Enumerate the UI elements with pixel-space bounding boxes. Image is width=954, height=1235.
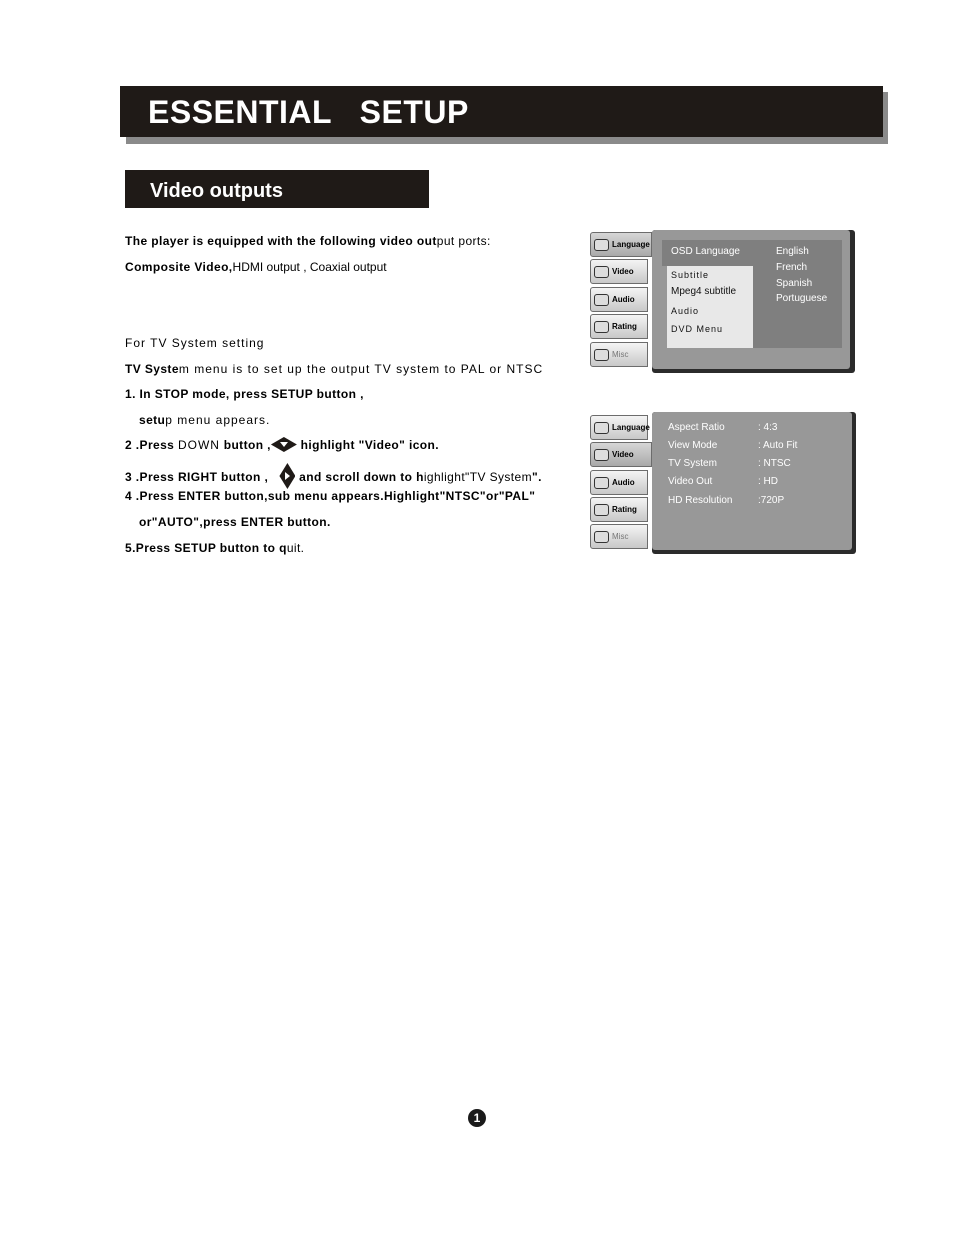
audio-icon <box>594 477 609 489</box>
tab-rating-label: Rating <box>612 505 637 514</box>
step-2-light: DOWN <box>177 438 220 452</box>
step-1-text: 1. In STOP mode, press SETUP button , <box>125 387 364 401</box>
tab-video[interactable] <box>590 259 648 284</box>
row-aspect-ratio-value: : 4:3 <box>758 422 778 433</box>
page-title: ESSENTIAL SETUP <box>148 94 469 130</box>
ports-line-normal: HDMI output , Coaxial output <box>232 260 387 274</box>
tv-system-desc <box>125 361 543 377</box>
step-1-cont <box>139 412 270 428</box>
down-arrow-icon <box>271 437 297 452</box>
row-view-mode-value: : Auto Fit <box>758 440 798 451</box>
video-icon <box>594 266 609 278</box>
row-video-out-value: : HD <box>758 476 778 487</box>
step-2 <box>125 437 439 453</box>
step-1-cont-normal: p menu appears. <box>165 413 271 427</box>
tv-system-desc-normal: m menu is to set up the output TV system to PAL or NTSC <box>178 362 544 376</box>
step-4 <box>125 488 535 504</box>
right-arrow-icon <box>279 463 295 489</box>
tab-audio[interactable] <box>590 470 648 495</box>
tab-misc[interactable] <box>590 524 648 549</box>
tab-rating-label: Rating <box>612 322 637 331</box>
tab-language-label: Language <box>612 240 650 249</box>
row-view-mode-label[interactable]: View Mode <box>668 440 718 451</box>
step-2-mid: button , <box>219 438 271 452</box>
step-3-pre: 3 .Press RIGHT button , <box>125 470 269 484</box>
section-title: Video outputs <box>150 180 283 202</box>
row-tv-system-label[interactable]: TV System <box>668 458 717 469</box>
step-5 <box>125 540 304 556</box>
option-french[interactable]: French <box>776 262 808 273</box>
tv-system-desc-bold: TV Syste <box>125 362 179 376</box>
tv-system-heading: For TV System setting <box>125 336 265 350</box>
tab-language-label: Language <box>612 423 650 432</box>
menu-item-dvd-menu[interactable]: DVD Menu <box>671 324 724 334</box>
menu-item-mpeg4-subtitle[interactable]: Mpeg4 subtitle <box>671 286 737 297</box>
rating-lock-icon <box>594 504 609 516</box>
tab-audio[interactable] <box>590 287 648 312</box>
step-1-cont-bold: setu <box>139 413 166 427</box>
tab-audio-label: Audio <box>612 295 635 304</box>
tab-misc[interactable] <box>590 342 648 367</box>
step-2-post: highlight "Video" icon. <box>296 438 439 452</box>
tab-language[interactable] <box>590 232 652 257</box>
menu-item-audio[interactable]: Audio <box>671 306 700 316</box>
ports-line-bold: Composite Video, <box>125 260 233 274</box>
tab-misc-label: Misc <box>612 350 629 359</box>
page-number: 1 <box>468 1109 486 1127</box>
tab-video-label: Video <box>612 267 634 276</box>
step-3-tail: ". <box>532 470 542 484</box>
step-3 <box>125 463 542 489</box>
tab-video[interactable] <box>590 442 652 467</box>
row-video-out-label[interactable]: Video Out <box>668 476 713 487</box>
step-4-cont-text: or"AUTO",press ENTER button. <box>139 515 331 529</box>
step-1 <box>125 386 364 402</box>
step-3-post: and scroll down to h <box>295 470 424 484</box>
row-tv-system-value: : NTSC <box>758 458 791 469</box>
audio-icon <box>594 294 609 306</box>
step-4-text: 4 .Press ENTER button,sub menu appears.Highlight"NTSC"or"PAL" <box>125 489 536 503</box>
setup-menu-video <box>590 410 856 556</box>
step-3-normal: ighlight"TV System <box>423 470 532 484</box>
menu-item-osd-language[interactable]: OSD Language <box>671 246 740 257</box>
misc-icon <box>594 349 609 361</box>
option-portuguese[interactable]: Portuguese <box>776 293 828 304</box>
step-4-cont <box>139 514 331 530</box>
tab-misc-label: Misc <box>612 532 629 541</box>
intro-line <box>125 233 491 249</box>
tab-video-label: Video <box>612 450 634 459</box>
step-5-normal: uit. <box>286 541 305 555</box>
language-icon <box>594 422 609 434</box>
rating-lock-icon <box>594 321 609 333</box>
row-hd-resolution-label[interactable]: HD Resolution <box>668 495 733 506</box>
option-english[interactable]: English <box>776 246 809 257</box>
tab-rating[interactable] <box>590 314 648 339</box>
option-spanish[interactable]: Spanish <box>776 278 813 289</box>
misc-icon <box>594 531 609 543</box>
intro-line-normal: put ports: <box>436 234 491 248</box>
step-2-pre: 2 .Press <box>125 438 178 452</box>
video-icon <box>594 449 609 461</box>
ports-line <box>125 259 387 275</box>
tab-rating[interactable] <box>590 497 648 522</box>
setup-menu-language <box>590 228 855 376</box>
intro-line-bold: The player is equipped with the following video out <box>125 234 437 248</box>
menu-item-subtitle[interactable]: Subtitle <box>671 270 710 280</box>
tab-audio-label: Audio <box>612 478 635 487</box>
language-icon <box>594 239 609 251</box>
step-5-bold: 5.Press SETUP button to q <box>125 541 287 555</box>
tab-language[interactable] <box>590 415 648 440</box>
row-aspect-ratio-label[interactable]: Aspect Ratio <box>668 422 725 433</box>
row-hd-resolution-value: :720P <box>758 495 785 506</box>
